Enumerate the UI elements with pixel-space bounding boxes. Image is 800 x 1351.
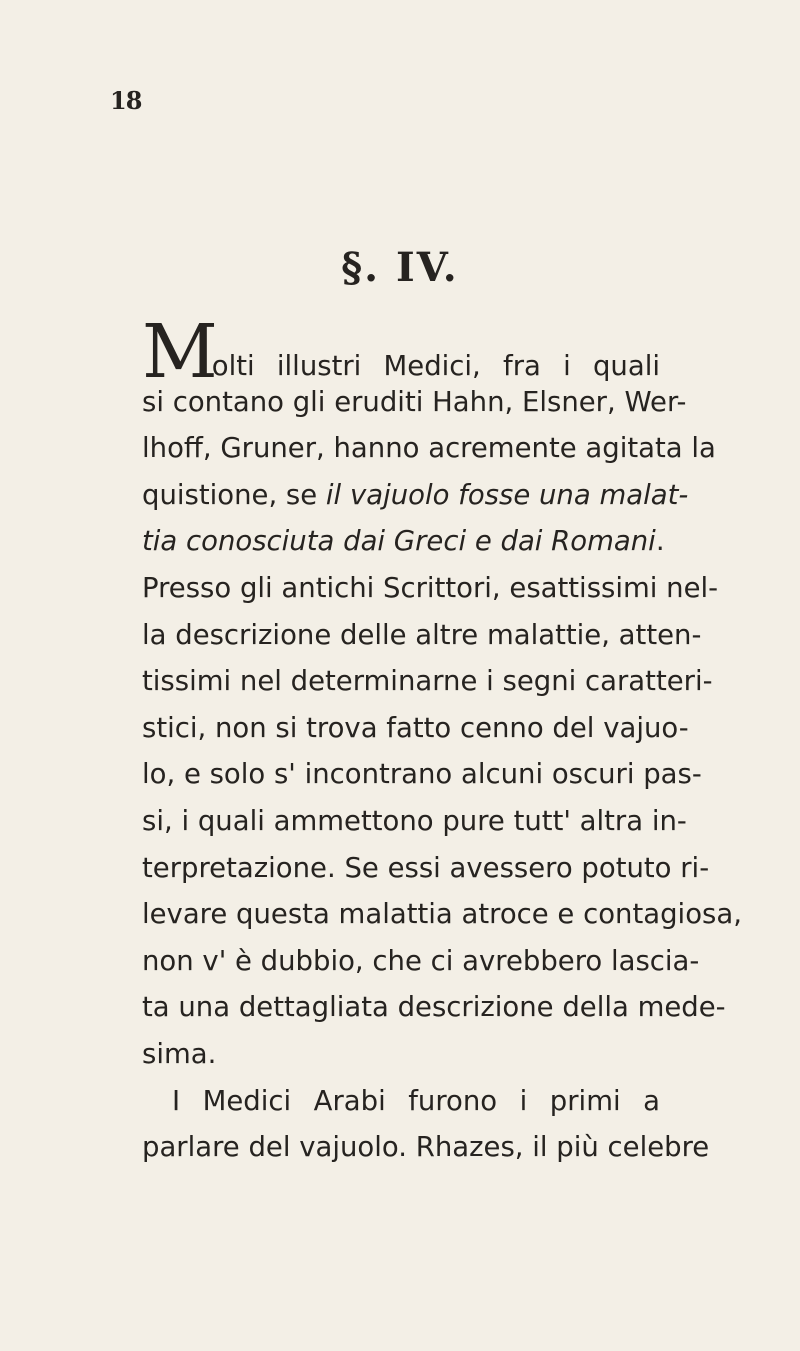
text-line: stici, non si trova fatto cenno del vajuo-	[142, 711, 689, 744]
text-line: I Medici Arabi furono i primi a	[172, 1084, 660, 1117]
drop-cap: M	[142, 309, 212, 395]
section-heading: §. IV.	[341, 244, 459, 291]
text-line: lhoff, Gruner, hanno acremente agitata la	[142, 432, 716, 465]
text-line	[142, 309, 660, 395]
italic-text: il vajuolo fosse una malat-	[325, 478, 689, 511]
page-number: 18	[110, 86, 142, 115]
text-line: Presso gli antichi Scrittori, esattissimi nel-	[142, 571, 719, 604]
text-line: parlare del vajuolo. Rhazes, il più celebre	[142, 1131, 710, 1164]
text-line: terpretazione. Se essi avessero potuto ri-	[142, 851, 710, 884]
text-line: si contano gli eruditi Hahn, Elsner, Wer-	[142, 385, 687, 418]
body-text	[142, 309, 742, 1171]
text-segment: quistione, se	[142, 478, 326, 511]
text-line: la descrizione delle altre malattie, atten-	[142, 618, 702, 651]
text-line: lo, e solo s' incontrano alcuni oscuri pas-	[142, 758, 702, 791]
text-segment: olti illustri Medici, fra i quali	[211, 350, 660, 382]
italic-text: tia conosciuta dai Greci e dai Romani	[142, 525, 656, 558]
text-line: si, i quali ammettono pure tutt' altra in-	[142, 804, 687, 837]
text-line: tissimi nel determinarne i segni caratteri-	[142, 665, 713, 698]
text-segment: .	[655, 525, 665, 558]
text-line: non v' è dubbio, che ci avrebbero lascia-	[142, 944, 700, 977]
text-line: levare questa malattia atroce e contagiosa,	[142, 898, 742, 931]
text-line	[142, 472, 689, 519]
text-line: ta una dettagliata descrizione della mede-	[142, 991, 726, 1024]
text-line: sima.	[142, 1037, 217, 1070]
text-line	[142, 518, 665, 565]
